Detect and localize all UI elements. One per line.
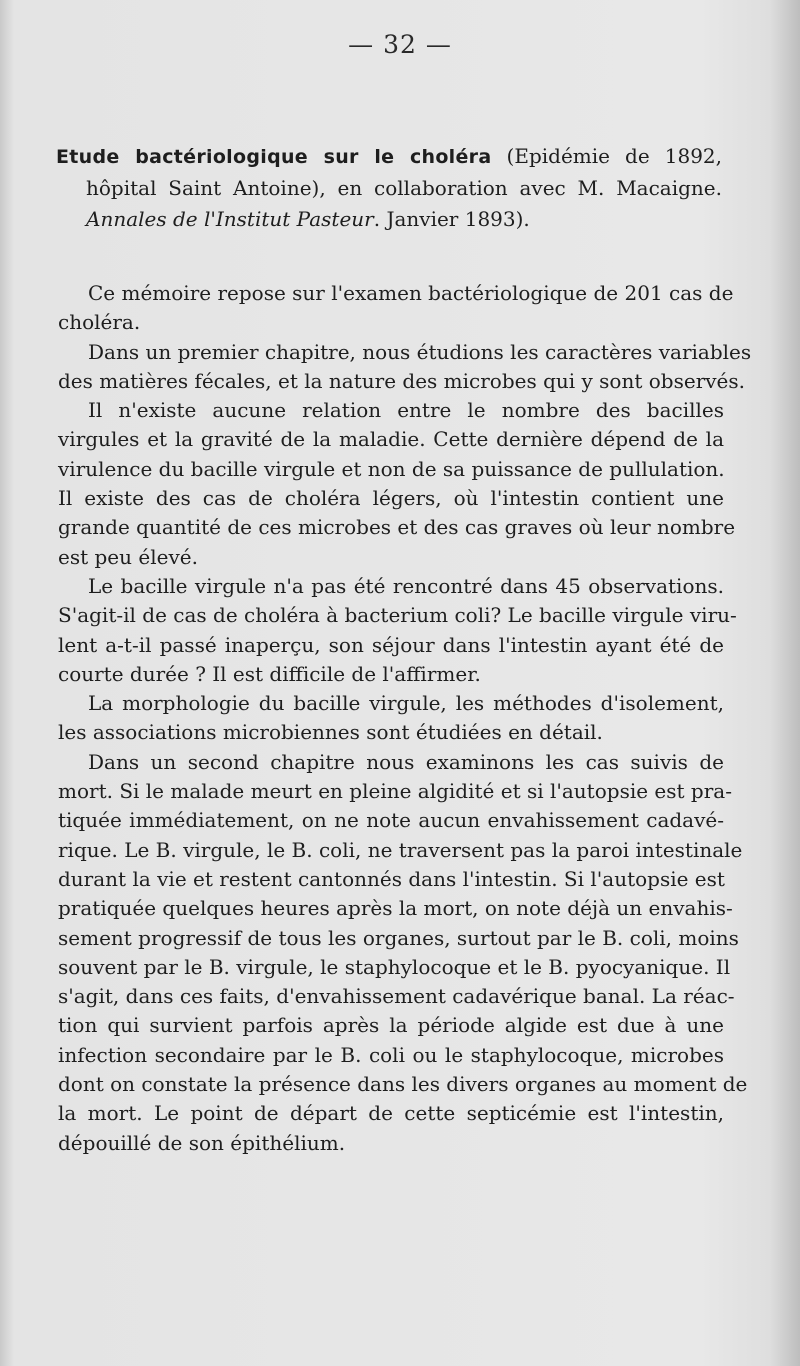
reference-text: . Janvier 1893).: [373, 207, 530, 231]
text-line: dépouillé de son épithélium.: [58, 1130, 346, 1155]
text-line: tion qui survient parfois après la période algide est due à une: [58, 1013, 724, 1038]
text-line: S'agit-il de cas de choléra à bacterium coli? Le bacille virgule viru-: [58, 603, 737, 628]
text-line: des matières fécales, et la nature des microbes qui y sont observés.: [58, 368, 746, 393]
text-line: courte durée ? Il est difficile de l'affirmer.: [58, 661, 481, 686]
text-line: durant la vie et restent cantonnés dans l'intestin. Si l'autopsie est: [58, 866, 725, 891]
paragraph: [58, 572, 737, 689]
text-line: Ce mémoire repose sur l'examen bactériologique de 201 cas de: [88, 281, 734, 305]
text-line: pratiquée quelques heures après la mort, on note déjà un envahis-: [58, 896, 733, 921]
reference-line: [56, 204, 722, 235]
text-line: Il n'existe aucune relation entre le nombre des bacilles: [88, 398, 724, 423]
text-line: Dans un premier chapitre, nous étudions les caractères variables: [88, 339, 752, 364]
text-line: tiquée immédiatement, on ne note aucun envahissement cadavé-: [58, 808, 724, 833]
bibliographic-reference: [56, 141, 722, 235]
text-line: s'agit, dans ces faits, d'envahissement cadavérique banal. La réac-: [58, 984, 735, 1009]
text-line: Dans un second chapitre nous examinons les cas suivis de: [88, 749, 724, 774]
text-line: rique. Le B. virgule, le B. coli, ne traversent pas la paroi intestinale: [58, 837, 743, 862]
text-line: infection secondaire par le B. coli ou le staphylocoque, microbes: [58, 1042, 724, 1067]
text-line: virulence du bacille virgule et non de sa puissance de pullulation.: [58, 456, 725, 481]
reference-line: hôpital Saint Antoine), en collaboration avec M. Macaigne.: [86, 176, 722, 200]
text-line: choléra.: [58, 310, 141, 335]
text-line: La morphologie du bacille virgule, les méthodes d'isolement,: [88, 691, 724, 716]
text-line: sement progressif de tous les organes, surtout par le B. coli, moins: [58, 925, 739, 950]
text-line: lent a-t-il passé inaperçu, son séjour dans l'intestin ayant été de: [58, 632, 724, 657]
page-number: — 32 —: [348, 30, 452, 59]
text-line: dont on constate la présence dans les divers organes au moment de: [58, 1072, 748, 1097]
body-text: [58, 279, 752, 1158]
reference-line: [56, 141, 722, 173]
reference-text: (Epidémie de 1892,: [491, 144, 723, 168]
text-line: mort. Si le malade meurt en pleine algidité et si l'autopsie est pra-: [58, 779, 732, 804]
paragraph: [58, 338, 752, 397]
text-line: est peu élevé.: [58, 544, 198, 569]
reference-title: Etude bactériologique sur le choléra: [56, 146, 492, 168]
text-line: souvent par le B. virgule, le staphylocoque et le B. pyocyanique. Il: [58, 954, 731, 979]
text-line: Il existe des cas de choléra légers, où l'intestin contient une: [58, 486, 724, 511]
paragraph: [58, 748, 748, 1158]
text-line: virgules et la gravité de la maladie. Cette dernière dépend de la: [58, 427, 724, 452]
paragraph: [58, 279, 734, 338]
paragraph: [58, 689, 724, 748]
text-line: la mort. Le point de départ de cette septicémie est l'intestin,: [58, 1101, 724, 1126]
text-line: Le bacille virgule n'a pas été rencontré dans 45 observations.: [88, 573, 724, 598]
reference-journal: Annales de l'Institut Pasteur: [86, 207, 374, 231]
paragraph: [58, 396, 736, 572]
text-line: les associations microbiennes sont étudiées en détail.: [58, 720, 603, 745]
text-line: grande quantité de ces microbes et des cas graves où leur nombre: [58, 515, 736, 540]
